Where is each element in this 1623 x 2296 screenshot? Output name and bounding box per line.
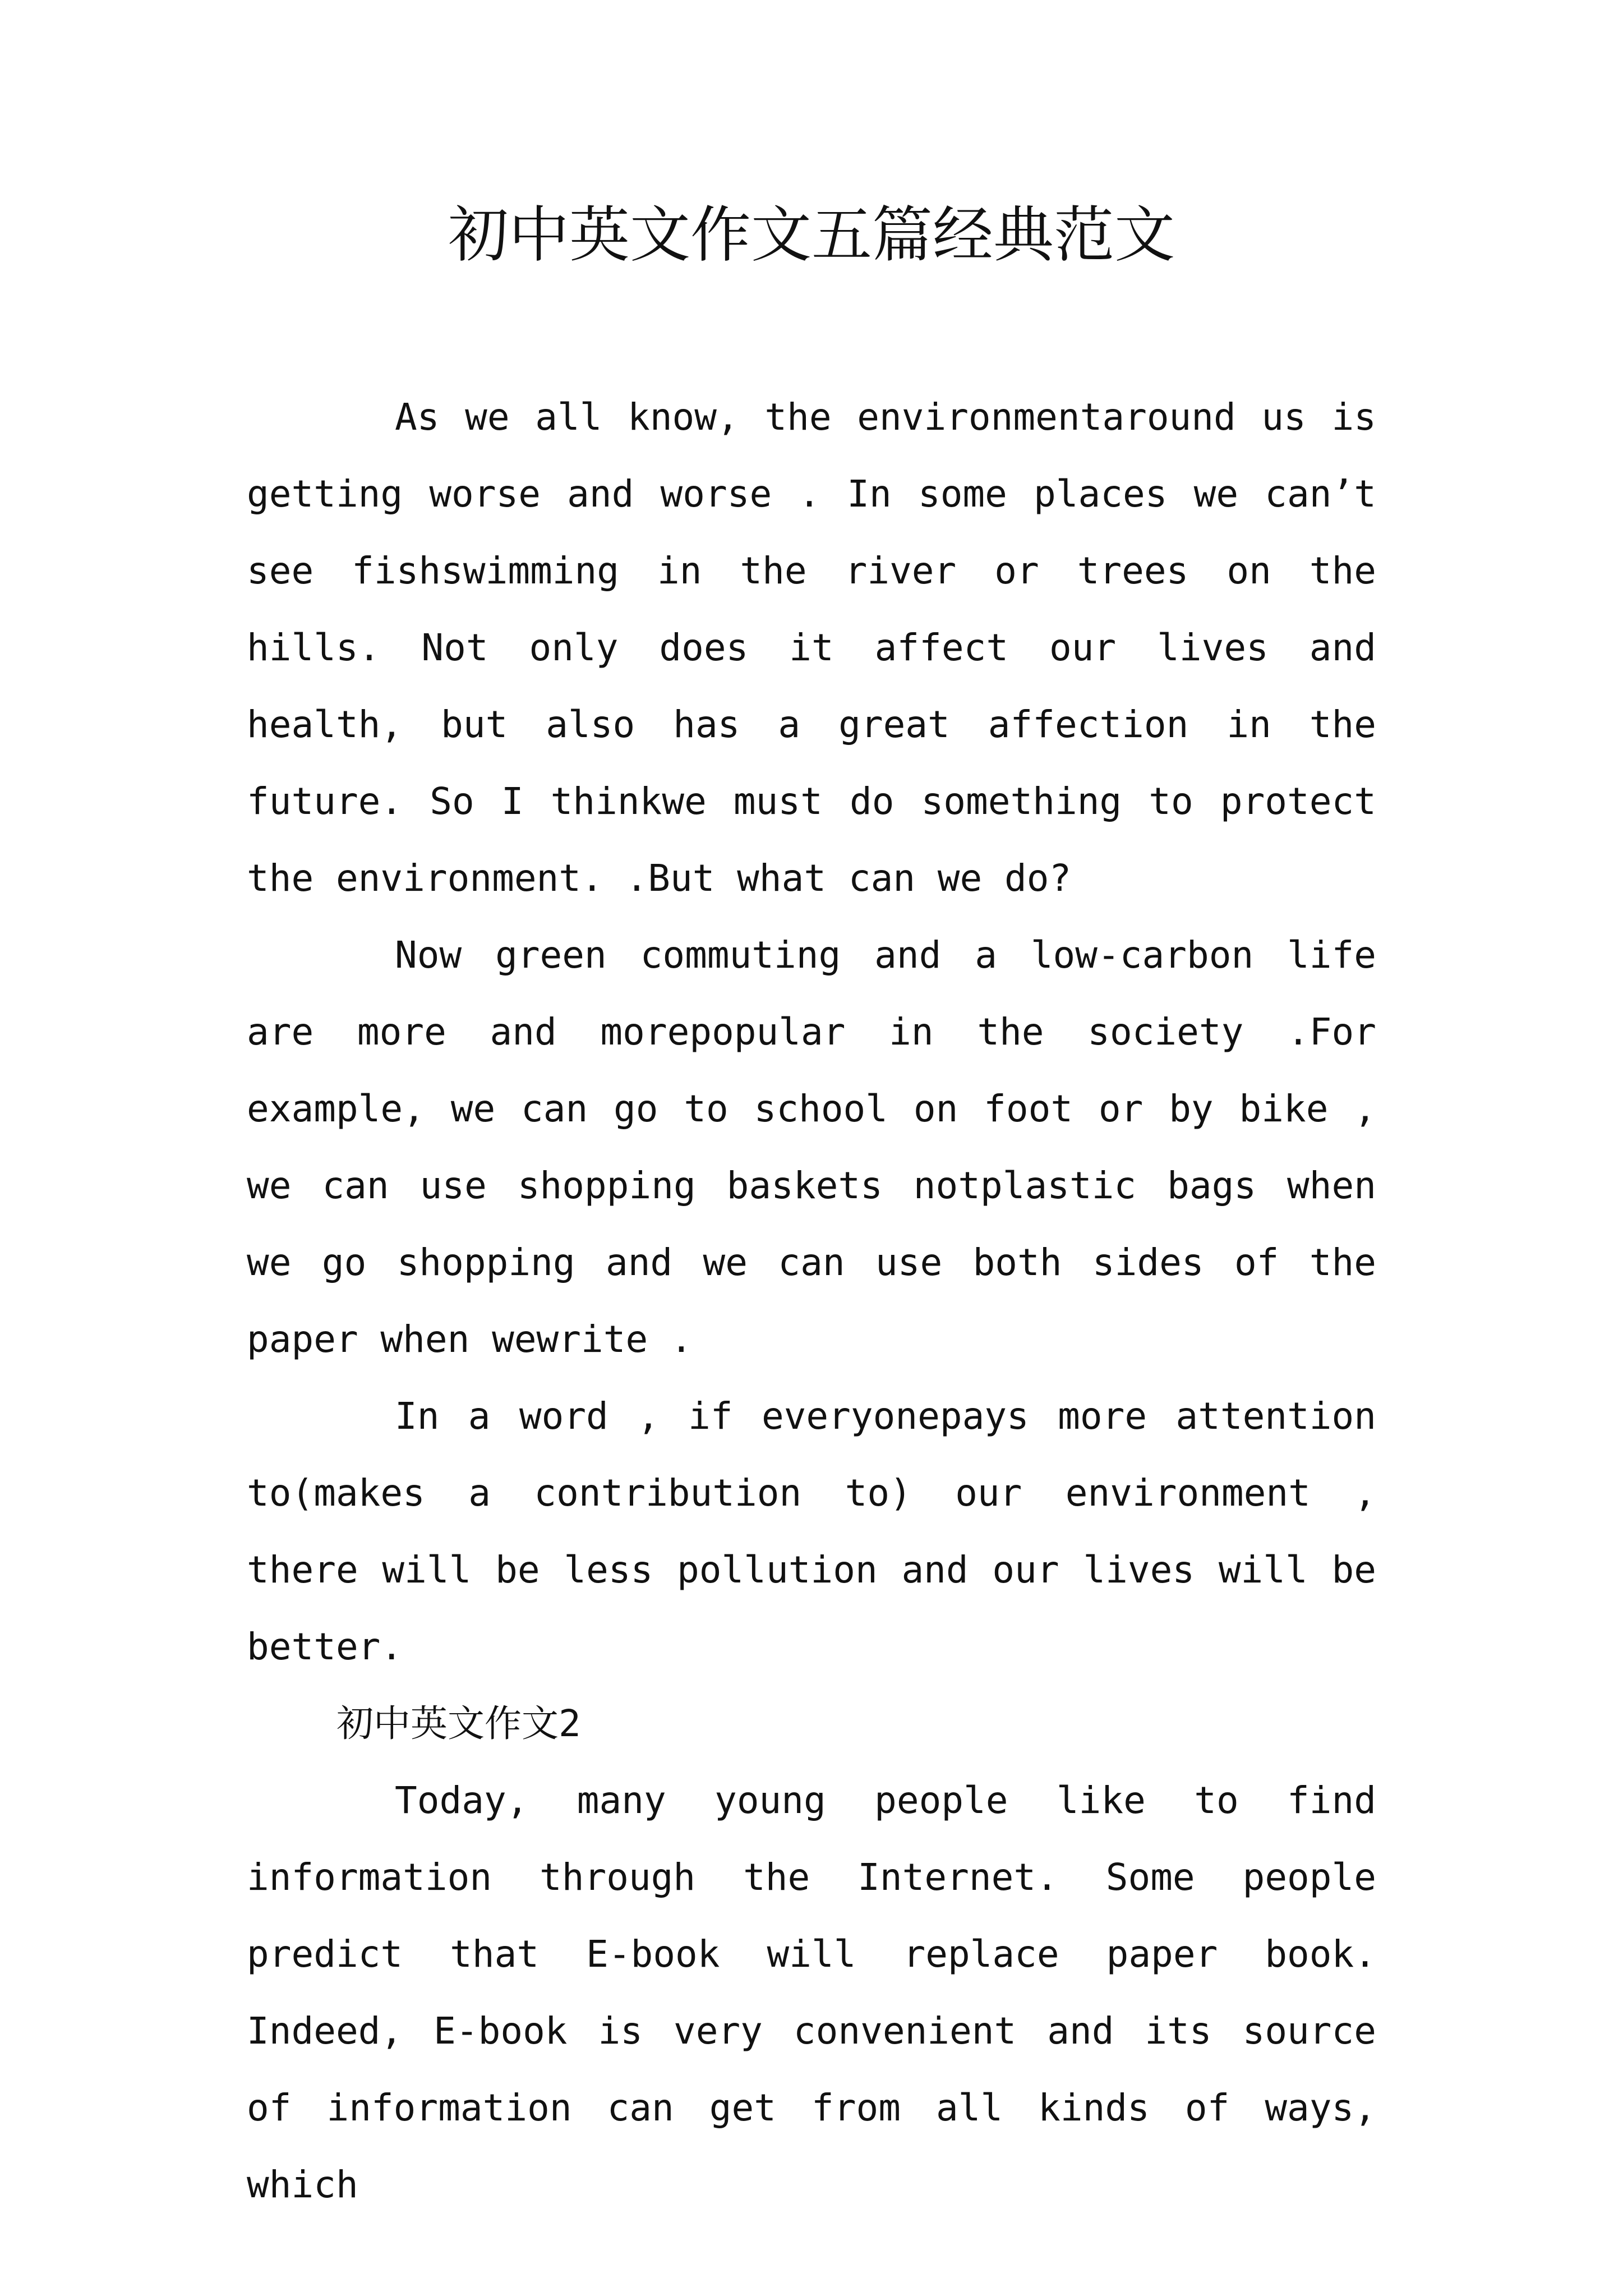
document-body (247, 379, 1376, 2223)
document-title: 初中英文作文五篇经典范文 (448, 200, 1175, 270)
paragraph-green-commuting: Now green commuting and a low-carbon life are more and morepopular in the society .For example, we can go to school on foot or by bike , we can use shopping baskets notplastic bags when we go shopping and we can use both sides of the paper when wewrite . (247, 933, 1376, 1361)
paragraph-environment-intro: As we all know, the environmentaround us is getting worse and worse . In some places we can’t see fishswimming in the river or trees on the hills. Not only does it affect our lives and health, but also has a great affection in the future. So I thinkwe must do something to protect the environment. .But what can we do? (247, 395, 1376, 900)
section-heading-essay-2: 初中英文作文2 (336, 1702, 581, 1745)
paragraph-conclusion: In a word , if everyonepays more attention to(makes a contribution to) our environment , there will be less pollution and our lives will be better. (247, 1395, 1376, 1668)
paragraph-ebook: Today, many young people like to find information through the Internet. Some people predict that E-book will replace paper book. Indeed, E-book is very convenient and its source of information can get from all kinds of ways, which (247, 1779, 1376, 2206)
